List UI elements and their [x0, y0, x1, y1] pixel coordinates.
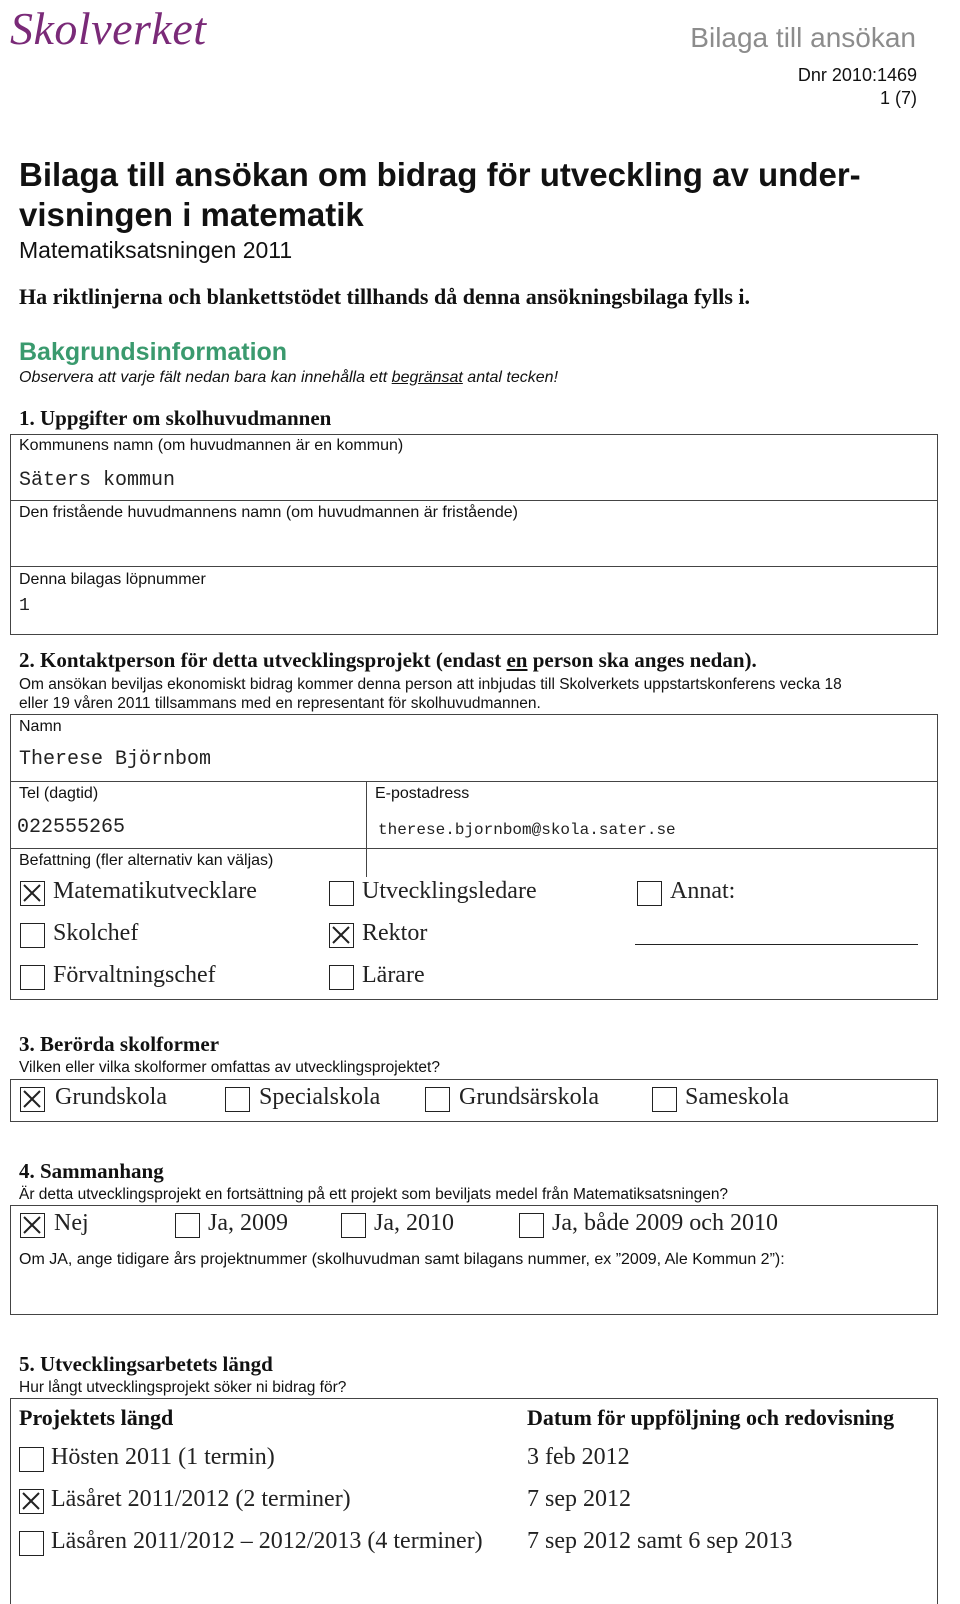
heading-suffix: person ska anges nedan). [527, 648, 757, 672]
ja-2009-label: Ja, 2009 [208, 1210, 288, 1236]
independent-provider-field[interactable] [19, 533, 919, 559]
position-label: Befattning (fler alternativ kan väljas) [19, 852, 274, 869]
grundsarskola-checkbox[interactable] [425, 1087, 450, 1112]
specialskola-label: Specialskola [259, 1084, 381, 1110]
forvaltningschef-checkbox[interactable] [20, 965, 45, 990]
previous-project-label: Om JA, ange tidigare års projektnummer (skolhuvudman samt bilagans nummer, ex ”2009, Ale Kommun 2”): [19, 1251, 785, 1268]
lasaret-2011-2012-label: Läsåret 2011/2012 (2 terminer) [51, 1486, 351, 1512]
grundskola-checkbox[interactable] [20, 1087, 45, 1112]
section-3-description: Vilken eller vilka skolformer omfattas av utvecklingsprojektet? [19, 1059, 440, 1076]
larare-checkbox[interactable] [329, 965, 354, 990]
main-title-line-2: visningen i matematik [19, 196, 364, 233]
phone-label: Tel (dagtid) [19, 785, 99, 802]
note-prefix: Observera att varje fält nedan bara kan innehålla ett [19, 369, 392, 386]
lasaren-4-terminer-label: Läsåren 2011/2012 – 2012/2013 (4 terminer) [51, 1528, 483, 1554]
section-2-description-line-2: eller 19 våren 2011 tillsammans med en representant för skolhuvudmannen. [19, 695, 541, 712]
section-5-description: Hur långt utvecklingsprojekt söker ni bidrag för? [19, 1379, 347, 1396]
nej-label: Nej [54, 1210, 89, 1236]
followup-date-column-header: Datum för uppföljning och redovisning [527, 1405, 895, 1430]
name-label: Namn [19, 718, 62, 735]
lasaren-4-terminer-date: 7 sep 2012 samt 6 sep 2013 [527, 1528, 793, 1554]
grundskola-label: Grundskola [55, 1084, 167, 1110]
divider [10, 566, 938, 567]
ja-2010-label: Ja, 2010 [374, 1210, 454, 1236]
matematikutvecklare-checkbox[interactable] [20, 881, 45, 906]
nej-checkbox[interactable] [20, 1213, 45, 1238]
section-2-description-line-1: Om ansökan beviljas ekonomiskt bidrag kommer denna person att inbjudas till Skolverkets uppstartskonferens vecka 18 [19, 676, 842, 693]
lasaren-4-terminer-checkbox[interactable] [19, 1531, 44, 1556]
divider [10, 848, 938, 849]
divider [366, 781, 367, 877]
heading-underlined: en [506, 648, 528, 672]
section-5-heading: 5. Utvecklingsarbetets längd [19, 1352, 273, 1376]
rektor-checkbox[interactable] [329, 923, 354, 948]
lasaret-2011-2012-checkbox[interactable] [19, 1489, 44, 1514]
specialskola-checkbox[interactable] [225, 1087, 250, 1112]
matematikutvecklare-label: Matematikutvecklare [53, 878, 257, 904]
logo-text: Skolverket [10, 3, 207, 54]
serial-number-label: Denna bilagas löpnummer [19, 571, 206, 588]
ja-2009-checkbox[interactable] [175, 1213, 200, 1238]
independent-provider-label: Den fristående huvudmannens namn (om huvudmannen är fristående) [19, 504, 518, 521]
project-length-column-header: Projektets längd [19, 1405, 174, 1430]
skolchef-checkbox[interactable] [20, 923, 45, 948]
municipality-label: Kommunens namn (om huvudmannen är en kommun) [19, 437, 404, 454]
check-mark-icon [21, 1088, 43, 1110]
subtitle: Matematiksatsningen 2011 [19, 237, 293, 263]
forvaltningschef-label: Förvaltningschef [53, 962, 216, 988]
ja-bada-label: Ja, både 2009 och 2010 [552, 1210, 778, 1236]
section-3-heading: 3. Berörda skolformer [19, 1032, 220, 1056]
check-mark-icon [21, 1214, 43, 1236]
check-mark-icon [20, 1490, 42, 1512]
serial-number-field[interactable]: 1 [19, 596, 30, 616]
ja-2010-checkbox[interactable] [341, 1213, 366, 1238]
note-suffix: antal tecken! [462, 369, 559, 386]
main-title-line-1: Bilaga till ansökan om bidrag för utveckling av under- [19, 156, 861, 193]
section-4-description: Är detta utvecklingsprojekt en fortsättning på ett projekt som beviljats medel från Matematiksatsningen? [19, 1186, 729, 1203]
note-underlined: begränsat [391, 369, 463, 386]
hosten-2011-label: Hösten 2011 (1 termin) [51, 1444, 275, 1470]
diary-number: Dnr 2010:1469 [797, 65, 917, 85]
previous-project-field[interactable] [19, 1278, 919, 1306]
skolverket-logo [10, 2, 207, 55]
larare-label: Lärare [362, 962, 425, 988]
utvecklingsledare-checkbox[interactable] [329, 881, 354, 906]
background-heading: Bakgrundsinformation [19, 338, 288, 366]
document-type-title: Bilaga till ansökan [690, 22, 916, 53]
check-mark-icon [330, 924, 352, 946]
divider [10, 781, 938, 782]
annat-checkbox[interactable] [637, 881, 662, 906]
phone-field[interactable]: 022555265 [17, 816, 126, 839]
email-field[interactable]: therese.bjornbom@skola.sater.se [378, 821, 676, 839]
heading-prefix: 2. Kontaktperson för detta utvecklingsprojekt (endast [19, 648, 507, 672]
section-2-heading [19, 648, 757, 673]
sameskola-label: Sameskola [685, 1084, 789, 1110]
lasaret-2011-2012-date: 7 sep 2012 [527, 1486, 631, 1512]
sameskola-checkbox[interactable] [652, 1087, 677, 1112]
utvecklingsledare-label: Utvecklingsledare [362, 878, 537, 904]
municipality-field[interactable]: Säters kommun [19, 469, 176, 492]
annat-text-line[interactable] [635, 944, 918, 945]
check-mark-icon [21, 882, 43, 904]
grundsarskola-label: Grundsärskola [459, 1084, 599, 1110]
annat-label: Annat: [670, 878, 736, 904]
page-number: 1 (7) [879, 88, 917, 108]
divider [10, 500, 938, 501]
rektor-label: Rektor [362, 920, 428, 946]
section-4-heading: 4. Sammanhang [19, 1159, 164, 1183]
name-field[interactable]: Therese Björnbom [19, 748, 212, 771]
skolchef-label: Skolchef [53, 920, 139, 946]
section-1-heading: 1. Uppgifter om skolhuvudmannen [19, 406, 332, 430]
instruction-text: Ha riktlinjerna och blankettstödet tillhands då denna ansökningsbilaga fylls i. [19, 284, 751, 309]
ja-bada-checkbox[interactable] [519, 1213, 544, 1238]
hosten-2011-date: 3 feb 2012 [527, 1444, 630, 1470]
email-label: E-postadress [375, 785, 470, 802]
hosten-2011-checkbox[interactable] [19, 1447, 44, 1472]
character-limit-note [19, 369, 558, 387]
